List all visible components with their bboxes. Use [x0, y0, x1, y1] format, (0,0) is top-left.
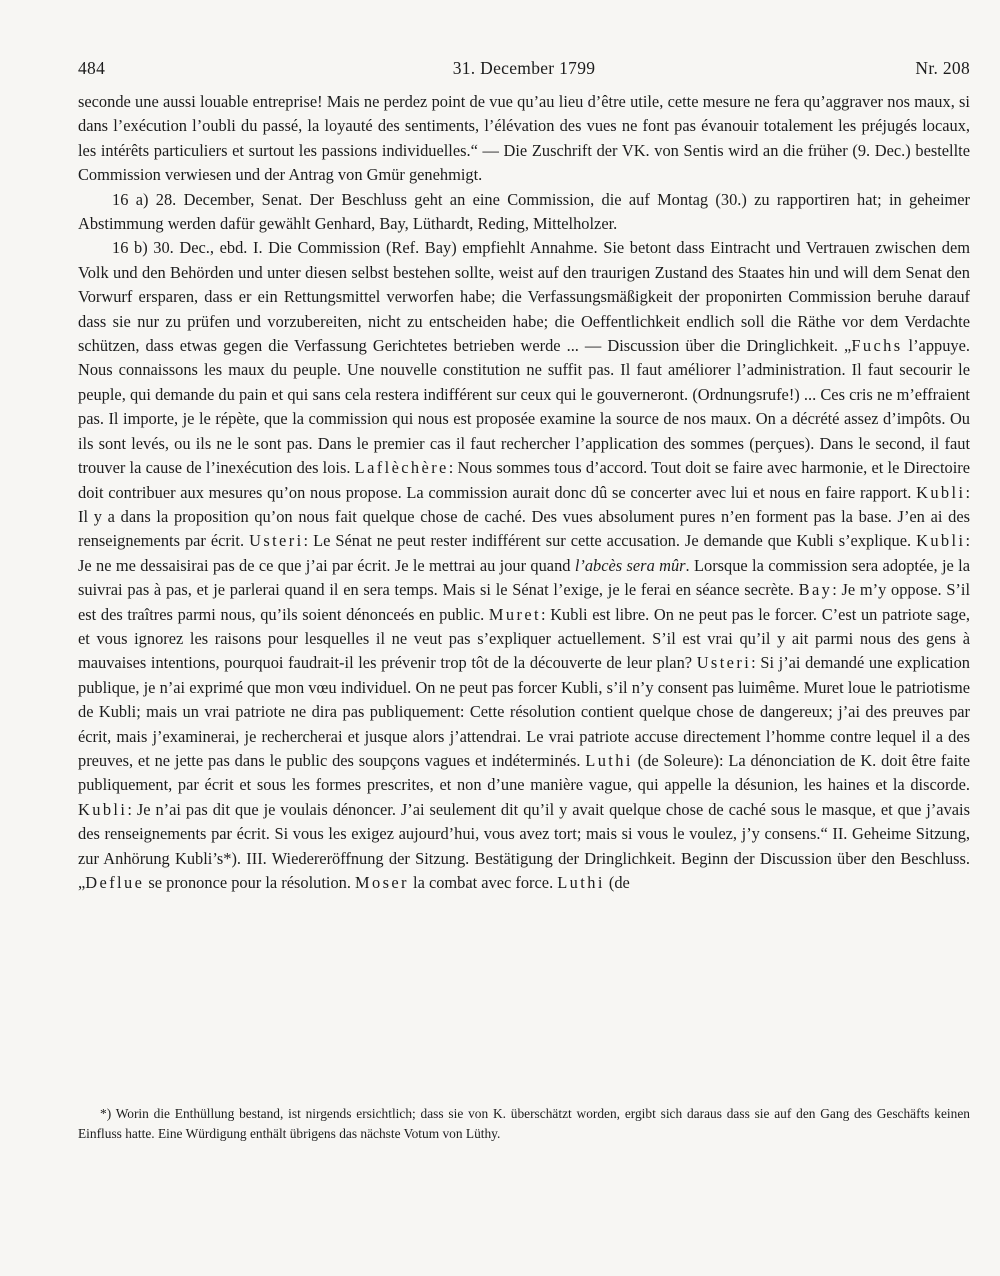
speaker-name: Laflèchère: [354, 458, 449, 478]
text-run: : Je m’y oppose. S’il est des traîtres parmi nous, qu’ils soient dénonceés en public.: [78, 580, 970, 624]
text-run: (de: [604, 873, 630, 892]
text-run: : Nous sommes tous d’accord. Tout doit se faire avec harmonie, et le Directoire doit contribuer aux mesures qu’on nous propose. La commission aurait donc dû se concerter avec lui et nous en faire rapport.: [78, 458, 970, 502]
speaker-name: Deflue: [85, 873, 145, 892]
text-run: : Si j’ai demandé une explication publique, je n’ai exprimé que mon vœu individuel. On ne peut pas forcer Kubli, s’il n’y consent pas luimême. Muret loue le patriotisme de Kubli; mais un vrai patriote ne dira pas publiquement: Cette résolution contient quelque chose de dangereux; j’ai des preuves par écrit, mais j’examinerai, je rechercherai et jusque alors j’attendrai. Le vrai patriote accuse directement l’homme contre lequel il a des preuves, et ne jette pas dans le public des soupçons vagues et indéterminés.: [78, 653, 971, 770]
text-run: se prononce pour la résolution.: [144, 873, 356, 892]
paragraph: [78, 236, 970, 895]
text-run: . Lorsque la commission sera adoptée, je la suivrai pas à pas, et je parlerai quand il en sera temps. Mais si le Sénat l’exige, je le ferai en séance secrète.: [78, 555, 970, 600]
text-run: : Je ne me dessaisirai pas de ce que j’ai par écrit. Je le mettrai au jour quand: [78, 531, 970, 575]
text-run: 16 a) 28. December, Senat. Der Beschluss geht an eine Commission, die auf Montag (30.) zu rapportiren hat; in geheimer Abstimmung werden dafür gewählt Genhard, Bay, Lüthardt, Reding, Mittelholzer.: [78, 189, 970, 234]
speaker-name: Fuchs: [851, 336, 903, 356]
text-run: : Kubli est libre. On ne peut pas le forcer. C’est un patriote sage, et vous ignorez les raisons pour lesquelles il ne veut pas s’expliquer actuellement. S’il est vrai qu’il y ait parmi nous des gens à mauvaises intentions, pourquoi faudrait-il les prévenir trop tôt de la découverte de leur plan?: [78, 604, 970, 673]
text-run: seconde une aussi louable entreprise! Mais ne perdez point de vue qu’au lieu d’être utile, cette mesure ne fera qu’aggraver nos maux, si dans l’exécution l’oubli du passé, la loyauté des sentiments, l’élévation des vues ne font pas évanouir totalement les préjugés locaux, les intérêts particuliers et surtout les passions individuelles.“ — Die Zuschrift der VK. von Sentis wird an die früher (9. Dec.) bestellte Commission verwiesen und der Antrag von Gmür genehmigt.: [78, 92, 970, 185]
footnote: [78, 1104, 970, 1144]
speaker-name: Usteri: [696, 653, 752, 673]
footnote-text: *) Worin die Enthüllung bestand, ist nirgends ersichtlich; dass sie von K. überschätzt worden, ergibt sich daraus dass sie auf den Gang des Geschäfts keinen Einfluss hatte. Eine Würdigung enthält übrigens das nächste Votum von Lüthy.: [78, 1106, 970, 1141]
paragraph: [78, 188, 970, 237]
body-text: [78, 90, 970, 895]
text-run: : Le Sénat ne peut rester indifférent sur cette accusation. Je demande que Kubli s’explique.: [303, 531, 917, 551]
document-number: Nr. 208: [915, 58, 970, 78]
text-run: la combat avec force.: [408, 873, 558, 892]
speaker-name: Moser: [355, 873, 409, 892]
speaker-name: Usteri: [249, 531, 304, 551]
text-run: (de Soleure): La dénonciation de K. doit être faite publiquement, par écrit et sous les formes prescrites, et non d’une manière vague, qui appelle la désunion, les haines et la discorde.: [78, 750, 971, 795]
text-run: l’appuye. Nous connaissons les maux du peuple. Une nouvelle constitution ne suffit pas. Il faut améliorer l’administration. Il faut secourir le peuple, qui demande du pain et qui sans cela restera indifférent sur ceux qui le gouverneront. (Ordnungsrufe!) ... Ces cris ne m’effraient pas. Il importe, je le répète, que la commission qui nous est proposée examine la source de nos maux. On a décrété assez d’impôts. Ou ils sont levés, ou ils ne le sont pas. Dans le premier cas il faut rechercher l’application des sommes (perçues). Dans le second, il faut trouver la cause de l’inexécution des lois.: [78, 336, 970, 478]
text-run: 16 b) 30. Dec., ebd. I. Die Commission (Ref. Bay) empfiehlt Annahme. Sie betont dass Eintracht und Vertrauen zwischen dem Volk und den Behörden und unter diesen selbst bestehen sollte, weist auf den traurigen Zustand des Staates hin und will dem Senat den Vorwurf ersparen, dass er ein Rettungsmittel verworfen habe; die Verfassungsmäßigkeit der proponirten Commission beruhe darauf dass sie nur zu prüfen und vorzubereiten, nicht zu entscheiden habe; die Oeffentlichkeit endlich soll die Räthe vor dem Verdachte schützen, dass etwas gegen die Verfassung Gerichtetes betrieben werde ... — Discussion über die Dringlichkeit. „: [78, 238, 970, 356]
speaker-name: Kubli: [916, 531, 966, 551]
text-run: : Je n’ai pas dit que je voulais dénoncer. J’ai seulement dit qu’il y avait quelque chose de caché sous le masque, et que j’avais des renseignements par écrit. Si vous les exigez aujourd’hui, vous avez tort; mais si vous le voulez, j’y consens.“ II. Geheime Sitzung, zur Anhörung Kubli’s*). III. Wiedereröffnung der Sitzung. Bestätigung der Dringlichkeit. Beginn der Discussion über den Beschluss. „: [78, 799, 970, 892]
text-run: : Il y a dans la proposition qu’on nous fait quelque chose de caché. Des vues absolument pures n’en forment pas la base. J’en ai des renseignements par écrit.: [78, 482, 970, 551]
speaker-name: Kubli: [916, 482, 966, 502]
speaker-name: Muret: [488, 604, 541, 624]
speaker-name: Kubli: [78, 799, 128, 819]
page-header: [78, 58, 970, 88]
header-date: 31. December 1799: [452, 58, 596, 78]
speaker-name: Luthi: [557, 873, 605, 892]
italic-phrase: l’abcès sera mûr: [574, 555, 686, 575]
paragraph: [78, 90, 970, 188]
speaker-name: Bay: [798, 580, 833, 600]
speaker-name: Luthi: [585, 750, 633, 770]
page-number: 484: [78, 58, 106, 78]
